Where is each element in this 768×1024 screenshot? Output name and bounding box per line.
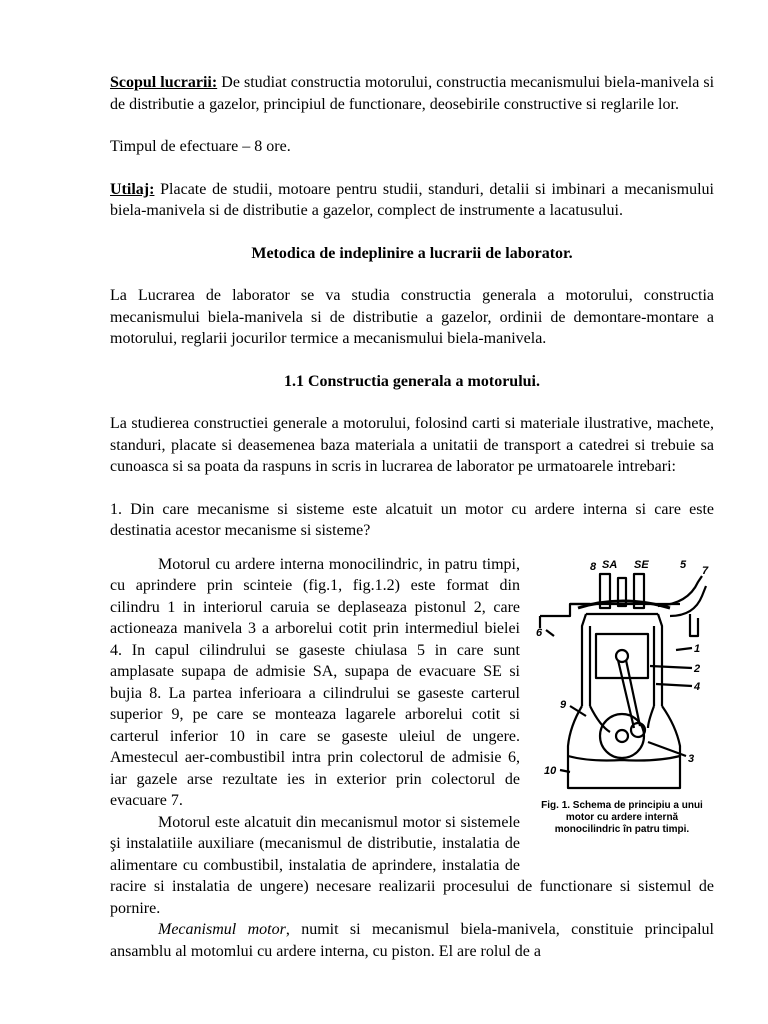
engine-figure [530,556,714,856]
figure-label-8: 8 [590,560,597,573]
scop-label: Scopul lucrarii: [110,74,218,91]
scop-text: De studiat constructia motorului, constructia mecanismului biela-manivela si de distributie a gazelor, principiul de functionare, deosebirile constructive si reglarile lor. [110,74,715,113]
figure-label-1: 1 [694,642,701,655]
figure-caption: Fig. 1. Schema de principiu a unui motor cu ardere internă monocilindric în patru timpi. [541,799,703,835]
studiere-paragraph: La studierea constructiei generale a motorului, folosind carti si materiale ilustrative, machete, standuri, placate si deasemenea baza materiala a unitatii de transport a catedrei si trebuie sa cunoasca si sa poata da raspuns in scris in lucrarea de laborator pe urmatoarele intrebari: [110,415,714,475]
scop-paragraph [110,72,714,115]
heading-metodica: Metodica de indeplinire a lucrarii de laborator. [251,244,573,262]
mecanism-rest: , numit si mecanismul biela-manivela, constituie principalul ansamblu al motomlui cu ardere interna, cu piston. El are rolul de a [110,921,714,960]
figure-label-9: 9 [560,698,567,711]
alcatuit-paragraph: Motorul este alcatuit din mecanismul motor si sistemele şi instalatiile auxiliare (mecanismul de distributie, instalatia de alimentare cu combustibil, instalatia de aprindere, instalatia de racire si instalatia de ungere) necesare realizarii procesului de functionare si sistemul de pornire. [110,813,714,917]
question-1: 1. Din care mecanisme si sisteme este alcatuit un motor cu ardere interna si care este destinatia acestor mecanisme si sisteme? [110,500,714,539]
document-page [110,72,714,962]
figure-label-7: 7 [702,564,709,577]
figure-label-5: 5 [680,558,687,571]
figure-label-se: SE [634,558,649,571]
utilaj-label: Utilaj: [110,180,155,198]
engine-schematic-diagram [530,556,714,796]
figure-label-4: 4 [694,680,701,693]
utilaj-text: Placate de studii, motoare pentru studii, standuri, detalii si imbinari a mecanismului biela-manivela si de distributie a gazelor, complect de instrumente a lacatusului. [110,180,714,219]
heading-1-1: 1.1 Constructia generala a motorului. [284,372,540,390]
utilaj-paragraph [110,179,714,222]
mecanism-italic: Mecanismul motor [158,921,286,938]
motor-paragraph: Motorul cu ardere interna monocilindric, in patru timpi, cu aprindere prin scinteie (fig.1, fig.1.2) este format din cilindru 1 in interiorul caruia se deplaseaza pistonul 2, care actioneaza manivela 3 a arborelui cotit prin intermediul bielei 4. In capul cilindrului se gaseste chiulasa 5 in care sunt amplasate supapa de admisie SA, supapa de evacuare SE si bujia 8. La partea inferioara a cilindrului se gaseste carterul superior 9, pe care se monteaza lagarele arborelui cotit si carterul inferior 10 in care se gaseste uleiul de ungere. Amestecul aer-combustibil intra prin colectorul de admisie 6, iar gazele arse rezultate ies in exterior prin colectorul de evacuare 7. [110,555,520,809]
mecanism-paragraph [110,919,714,962]
figure-label-6: 6 [536,626,543,639]
figure-label-10: 10 [544,764,557,777]
figure-label-2: 2 [694,662,701,675]
figure-label-3: 3 [688,752,695,765]
timpul-paragraph: Timpul de efectuare – 8 ore. [110,138,291,155]
figure-label-sa: SA [602,558,618,571]
intro-paragraph: La Lucrarea de laborator se va studia constructia generala a motorului, constructia mecanismului biela-manivela si de distributie a gazelor, ordinii de demontare-montare a motorului, reglarii jocurilor termice a mecanismului biela-manivela. [110,287,714,347]
